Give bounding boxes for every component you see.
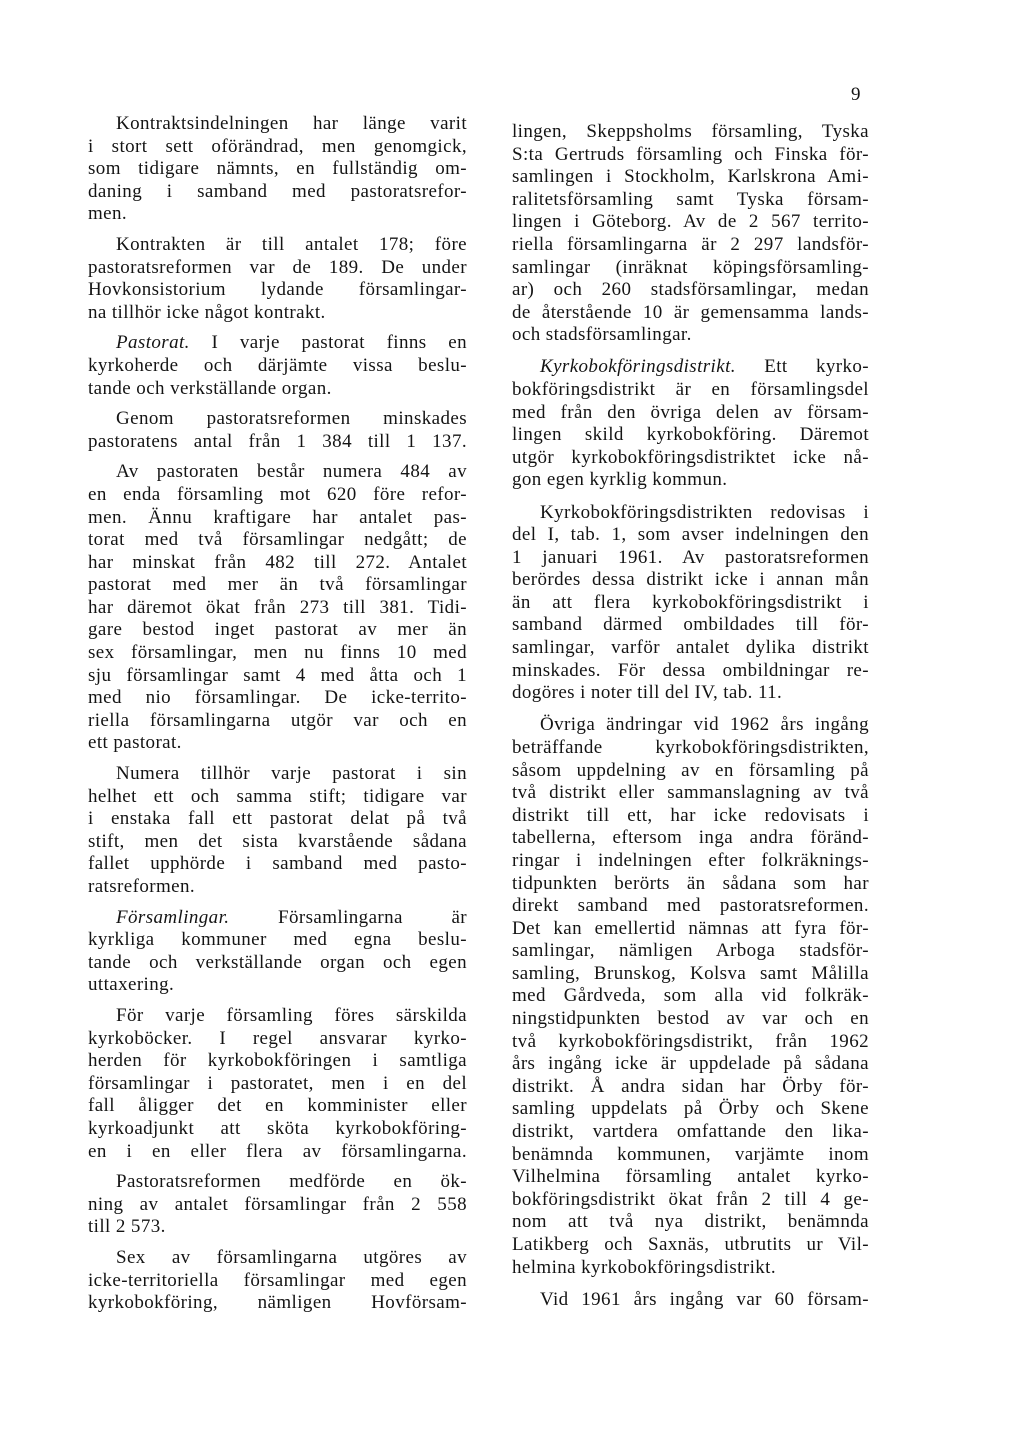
text-line: pastoratens antal från 1 384 till 1 137. bbox=[88, 430, 467, 452]
paragraph bbox=[88, 1171, 467, 1239]
paragraph bbox=[88, 1247, 467, 1315]
text-line: ar) och 260 stadsförsamlingar, medan bbox=[512, 279, 869, 301]
text-line: kyrkoherde och därjämte vissa beslu- bbox=[88, 354, 467, 376]
text-line: Övriga ändringar vid 1962 års ingång bbox=[540, 714, 869, 736]
text-line: församlingar i pastoratet, men i en del bbox=[88, 1072, 467, 1094]
text-line: Latikberg och Saxnäs, utbrutits ur Vil- bbox=[512, 1234, 869, 1255]
text-line: fallet upphörde i samband med pasto- bbox=[88, 853, 467, 875]
text-line: med nio församlingar. De icke-territo- bbox=[88, 687, 467, 709]
paragraph bbox=[88, 763, 467, 899]
text-line: Hovkonsistorium lydande församlingar- bbox=[88, 279, 467, 301]
text-line: samling, Brunskog, Kolsva samt Målilla bbox=[512, 962, 869, 984]
text-line: än att flera kyrkobokföringsdistrikt i bbox=[512, 591, 869, 613]
text-line: minskades. För dessa ombildningar re- bbox=[512, 659, 869, 681]
text-line: kyrkoböcker. I regel ansvarar kyrko- bbox=[88, 1027, 467, 1049]
text-line: benämnda kommunen, varjämte inom bbox=[512, 1143, 869, 1165]
text-line: sju församlingar samt 4 med åtta och 1 bbox=[88, 664, 467, 686]
text-line: har däremot ökat från 273 till 381. Tidi- bbox=[88, 596, 467, 618]
text-line: distrikt till ett, har icke redovisats i bbox=[512, 804, 869, 826]
text-line: de återstående 10 är gemensamma lands- bbox=[512, 301, 869, 323]
text-line: såsom uppdelning av en församling på bbox=[512, 759, 869, 781]
text-line: kyrkliga kommuner med egna beslu- bbox=[88, 929, 467, 951]
text-run: Ett kyrko- bbox=[764, 356, 869, 378]
text-line: dogöres i noter till del IV, tab. 11. bbox=[512, 682, 783, 704]
run-in-heading: Kyrkobokföringsdistrikt. bbox=[540, 356, 736, 378]
text-line: gare bestod inget pastorat av mer än bbox=[88, 619, 467, 641]
text-line: kyrkoadjunkt att sköta kyrkobokföring- bbox=[88, 1117, 467, 1139]
text-line: pastorat med mer än två församlingar bbox=[88, 574, 467, 596]
paragraph bbox=[512, 502, 869, 705]
text-line: lingen, Skeppsholms församling, Tyska bbox=[512, 121, 869, 142]
text-line: Sex av församlingarna utgöres av bbox=[116, 1246, 467, 1268]
paragraph bbox=[88, 1005, 467, 1163]
text-line: tabellerna, eftersom inga andra föränd- bbox=[512, 827, 869, 849]
text-line: torat med två församlingar nedgått; de bbox=[88, 529, 467, 551]
text-line: beträffande kyrkobokföringsdistrikten, bbox=[512, 736, 869, 758]
text-line: och stadsförsamlingar. bbox=[512, 324, 692, 346]
text-line: För varje församling föres särskilda bbox=[116, 1004, 467, 1026]
text-line: kyrkobokföring, nämligen Hovförsam- bbox=[88, 1292, 467, 1314]
text-line: herden för kyrkobokföringen i samtliga bbox=[88, 1050, 467, 1072]
paragraph bbox=[512, 1289, 869, 1312]
text-line bbox=[512, 356, 869, 379]
text-line: distrikt, vartdera omfattande den lika- bbox=[512, 1121, 869, 1143]
text-line: Kyrkobokföringsdistrikten redovisas i bbox=[540, 501, 869, 523]
text-line: Det kan emellertid nämnas att fyra för- bbox=[512, 917, 869, 939]
run-in-heading: Församlingar. bbox=[116, 906, 230, 928]
paragraph bbox=[88, 113, 467, 226]
text-line: men. bbox=[88, 203, 128, 225]
text-line: en enda församling mot 620 före refor- bbox=[88, 483, 467, 505]
right-column bbox=[512, 121, 869, 1311]
text-line: en i en eller flera av församlingarna. bbox=[88, 1140, 467, 1162]
text-line: tidpunkten berörts än sådana som har bbox=[512, 872, 869, 894]
text-line: ringar i indelningen efter folkräknings- bbox=[512, 849, 869, 871]
text-line: daning i samband med pastoratsrefor- bbox=[88, 180, 467, 202]
text-line: samlingar, nämligen Arboga stadsför- bbox=[512, 940, 869, 962]
text-line: två kyrkobokföringsdistrikt, från 1962 bbox=[512, 1030, 869, 1052]
text-line: nom att två nya distrikt, benämnda bbox=[512, 1211, 869, 1233]
text-line: pastoratsreformen var de 189. De under bbox=[88, 256, 467, 278]
text-line: Vid 1961 års ingång var 60 försam- bbox=[540, 1288, 869, 1310]
paragraph bbox=[512, 714, 869, 1279]
paragraph bbox=[88, 461, 467, 755]
paragraph-continuation bbox=[512, 121, 869, 347]
paragraph bbox=[88, 408, 467, 453]
text-line: direkt samband med pastoratsreformen. bbox=[512, 895, 869, 917]
text-line: till 2 573. bbox=[88, 1216, 166, 1238]
text-line: icke-territoriella församlingar med egen bbox=[88, 1269, 467, 1291]
text-line: har minskat från 482 till 272. Antalet bbox=[88, 551, 467, 573]
text-line: med från den övriga delen av försam- bbox=[512, 401, 869, 423]
text-line: ning av antalet församlingar från 2 558 bbox=[88, 1193, 467, 1215]
text-line: i enstaka fall ett pastorat delat på två bbox=[88, 808, 467, 830]
text-line: gon egen kyrklig kommun. bbox=[512, 469, 728, 491]
text-line: helhet ett och samma stift; tidigare var bbox=[88, 785, 467, 807]
text-line: bokföringsdistrikt är en församlingsdel bbox=[512, 379, 869, 401]
text-line: i stort sett oförändrad, men genomgick, bbox=[88, 135, 467, 157]
text-line: berördes dessa distrikt icke i annan mån bbox=[512, 569, 869, 591]
text-line: lingen i Göteborg. Av de 2 567 territo- bbox=[512, 211, 869, 233]
text-line: del I, tab. 1, som avser indelningen den bbox=[512, 524, 869, 546]
run-in-heading: Pastorat. bbox=[116, 332, 190, 354]
left-column bbox=[88, 113, 467, 1315]
text-line: Kontraktsindelningen har länge varit bbox=[116, 113, 467, 134]
text-line: ett pastorat. bbox=[88, 732, 182, 754]
text-line: som tidigare nämnts, en fullständig om- bbox=[88, 158, 467, 180]
text-line: 1 januari 1961. Av pastoratsreformen bbox=[512, 546, 869, 568]
text-line bbox=[88, 907, 467, 930]
text-line: men. Ännu kraftigare har antalet pas- bbox=[88, 506, 467, 528]
text-line: lingen skild kyrkobokföring. Däremot bbox=[512, 424, 869, 446]
text-line: Vilhelmina församling antalet kyrko- bbox=[512, 1166, 869, 1188]
text-line: två distrikt eller sammanslagning av två bbox=[512, 782, 869, 804]
text-line: ratsreformen. bbox=[88, 876, 196, 897]
text-run: Församlingarna är bbox=[278, 906, 468, 928]
text-line: samlingar, varför antalet dylika distrikt bbox=[512, 637, 869, 659]
page-number: 9 bbox=[851, 84, 861, 105]
text-line bbox=[88, 332, 467, 355]
text-line: samband därmed ombildades till för- bbox=[512, 614, 869, 636]
text-line: samlingar (inräknat köpingsförsamling- bbox=[512, 256, 869, 278]
text-line: Numera tillhör varje pastorat i sin bbox=[116, 763, 467, 785]
text-line: samling uppdelats på Örby och Skene bbox=[512, 1098, 869, 1120]
paragraph bbox=[88, 234, 467, 324]
text-line: tande och verkställande organ. bbox=[88, 377, 332, 399]
text-line: Genom pastoratsreformen minskades bbox=[116, 408, 467, 430]
text-line: utgör kyrkobokföringsdistriktet icke nå- bbox=[512, 446, 869, 468]
text-run: I varje pastorat finns en bbox=[211, 332, 467, 354]
text-line: ningstidpunkten bestod av var och en bbox=[512, 1008, 869, 1030]
text-line: samlingen i Stockholm, Karlskrona Ami- bbox=[512, 166, 869, 188]
paragraph bbox=[512, 356, 869, 492]
text-line: tande och verkställande organ och egen bbox=[88, 951, 467, 973]
text-line: na tillhör icke något kontrakt. bbox=[88, 301, 326, 323]
text-line: ralitetsförsamling samt Tyska försam- bbox=[512, 188, 869, 210]
paragraph bbox=[88, 907, 467, 997]
text-line: Av pastoraten består numera 484 av bbox=[116, 461, 467, 483]
paragraph bbox=[88, 332, 467, 400]
text-line: riella församlingarna är 2 297 landsför- bbox=[512, 233, 869, 255]
text-line: fall åligger det en komminister eller bbox=[88, 1095, 467, 1117]
text-line: bokföringsdistrikt ökat från 2 till 4 ge- bbox=[512, 1188, 869, 1210]
text-line: Pastoratsreformen medförde en ök- bbox=[116, 1171, 467, 1193]
text-line: helmina kyrkobokföringsdistrikt. bbox=[512, 1256, 776, 1278]
text-line: uttaxering. bbox=[88, 974, 175, 996]
text-line: distrikt. Å andra sidan har Örby för- bbox=[512, 1075, 869, 1097]
text-line: stift, men det sista kvarstående sådana bbox=[88, 830, 467, 852]
text-line: med Gårdveda, som alla vid folkräk- bbox=[512, 985, 869, 1007]
text-line: Kontrakten är till antalet 178; före bbox=[116, 233, 467, 255]
text-line: års ingång icke är uppdelade på sådana bbox=[512, 1053, 869, 1075]
text-line: sex församlingar, men nu finns 10 med bbox=[88, 642, 467, 664]
text-line: riella församlingarna utgör var och en bbox=[88, 709, 467, 731]
text-line: S:ta Gertruds församling och Finska för- bbox=[512, 143, 869, 165]
